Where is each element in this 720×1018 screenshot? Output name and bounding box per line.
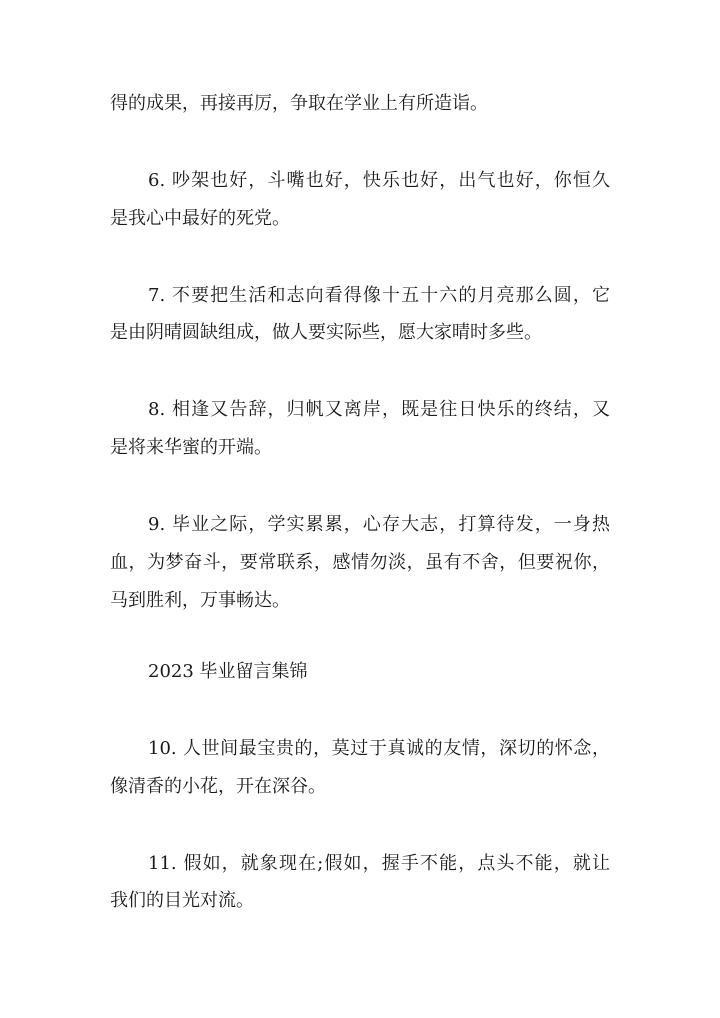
text-line: 是将来华蜜的开端。: [110, 437, 272, 458]
text-line: 是我心中最好的死党。: [110, 208, 290, 229]
text-line: 得的成果，再接再厉，争取在学业上有所造诣。: [110, 93, 488, 114]
text-line: 像清香的小花，开在深谷。: [110, 776, 326, 797]
text-line: 8. 相逢又告辞，归帆又离岸，既是往日快乐的终结，又: [148, 399, 610, 420]
text-line: 是由阴晴圆缺组成，做人要实际些，愿大家晴时多些。: [110, 322, 542, 343]
text-line: 血，为梦奋斗，要常联系，感情勿淡，虽有不舍，但要祝你，: [110, 552, 610, 573]
text-line: 10. 人世间最宝贵的，莫过于真诚的友情，深切的怀念，: [148, 738, 610, 759]
text-line: 6. 吵架也好，斗嘴也好，快乐也好，出气也好，你恒久: [148, 170, 610, 191]
text-line: 9. 毕业之际，学实累累，心存大志，打算待发，一身热: [148, 514, 610, 535]
section-heading: 2023 毕业留言集锦: [148, 661, 308, 682]
text-line: 11. 假如，就象现在;假如，握手不能，点头不能，就让: [148, 853, 610, 874]
text-line: 7. 不要把生活和志向看得像十五十六的月亮那么圆，它: [148, 285, 610, 306]
text-line: 我们的目光对流。: [110, 890, 254, 911]
text-line: 马到胜利，万事畅达。: [110, 590, 290, 611]
